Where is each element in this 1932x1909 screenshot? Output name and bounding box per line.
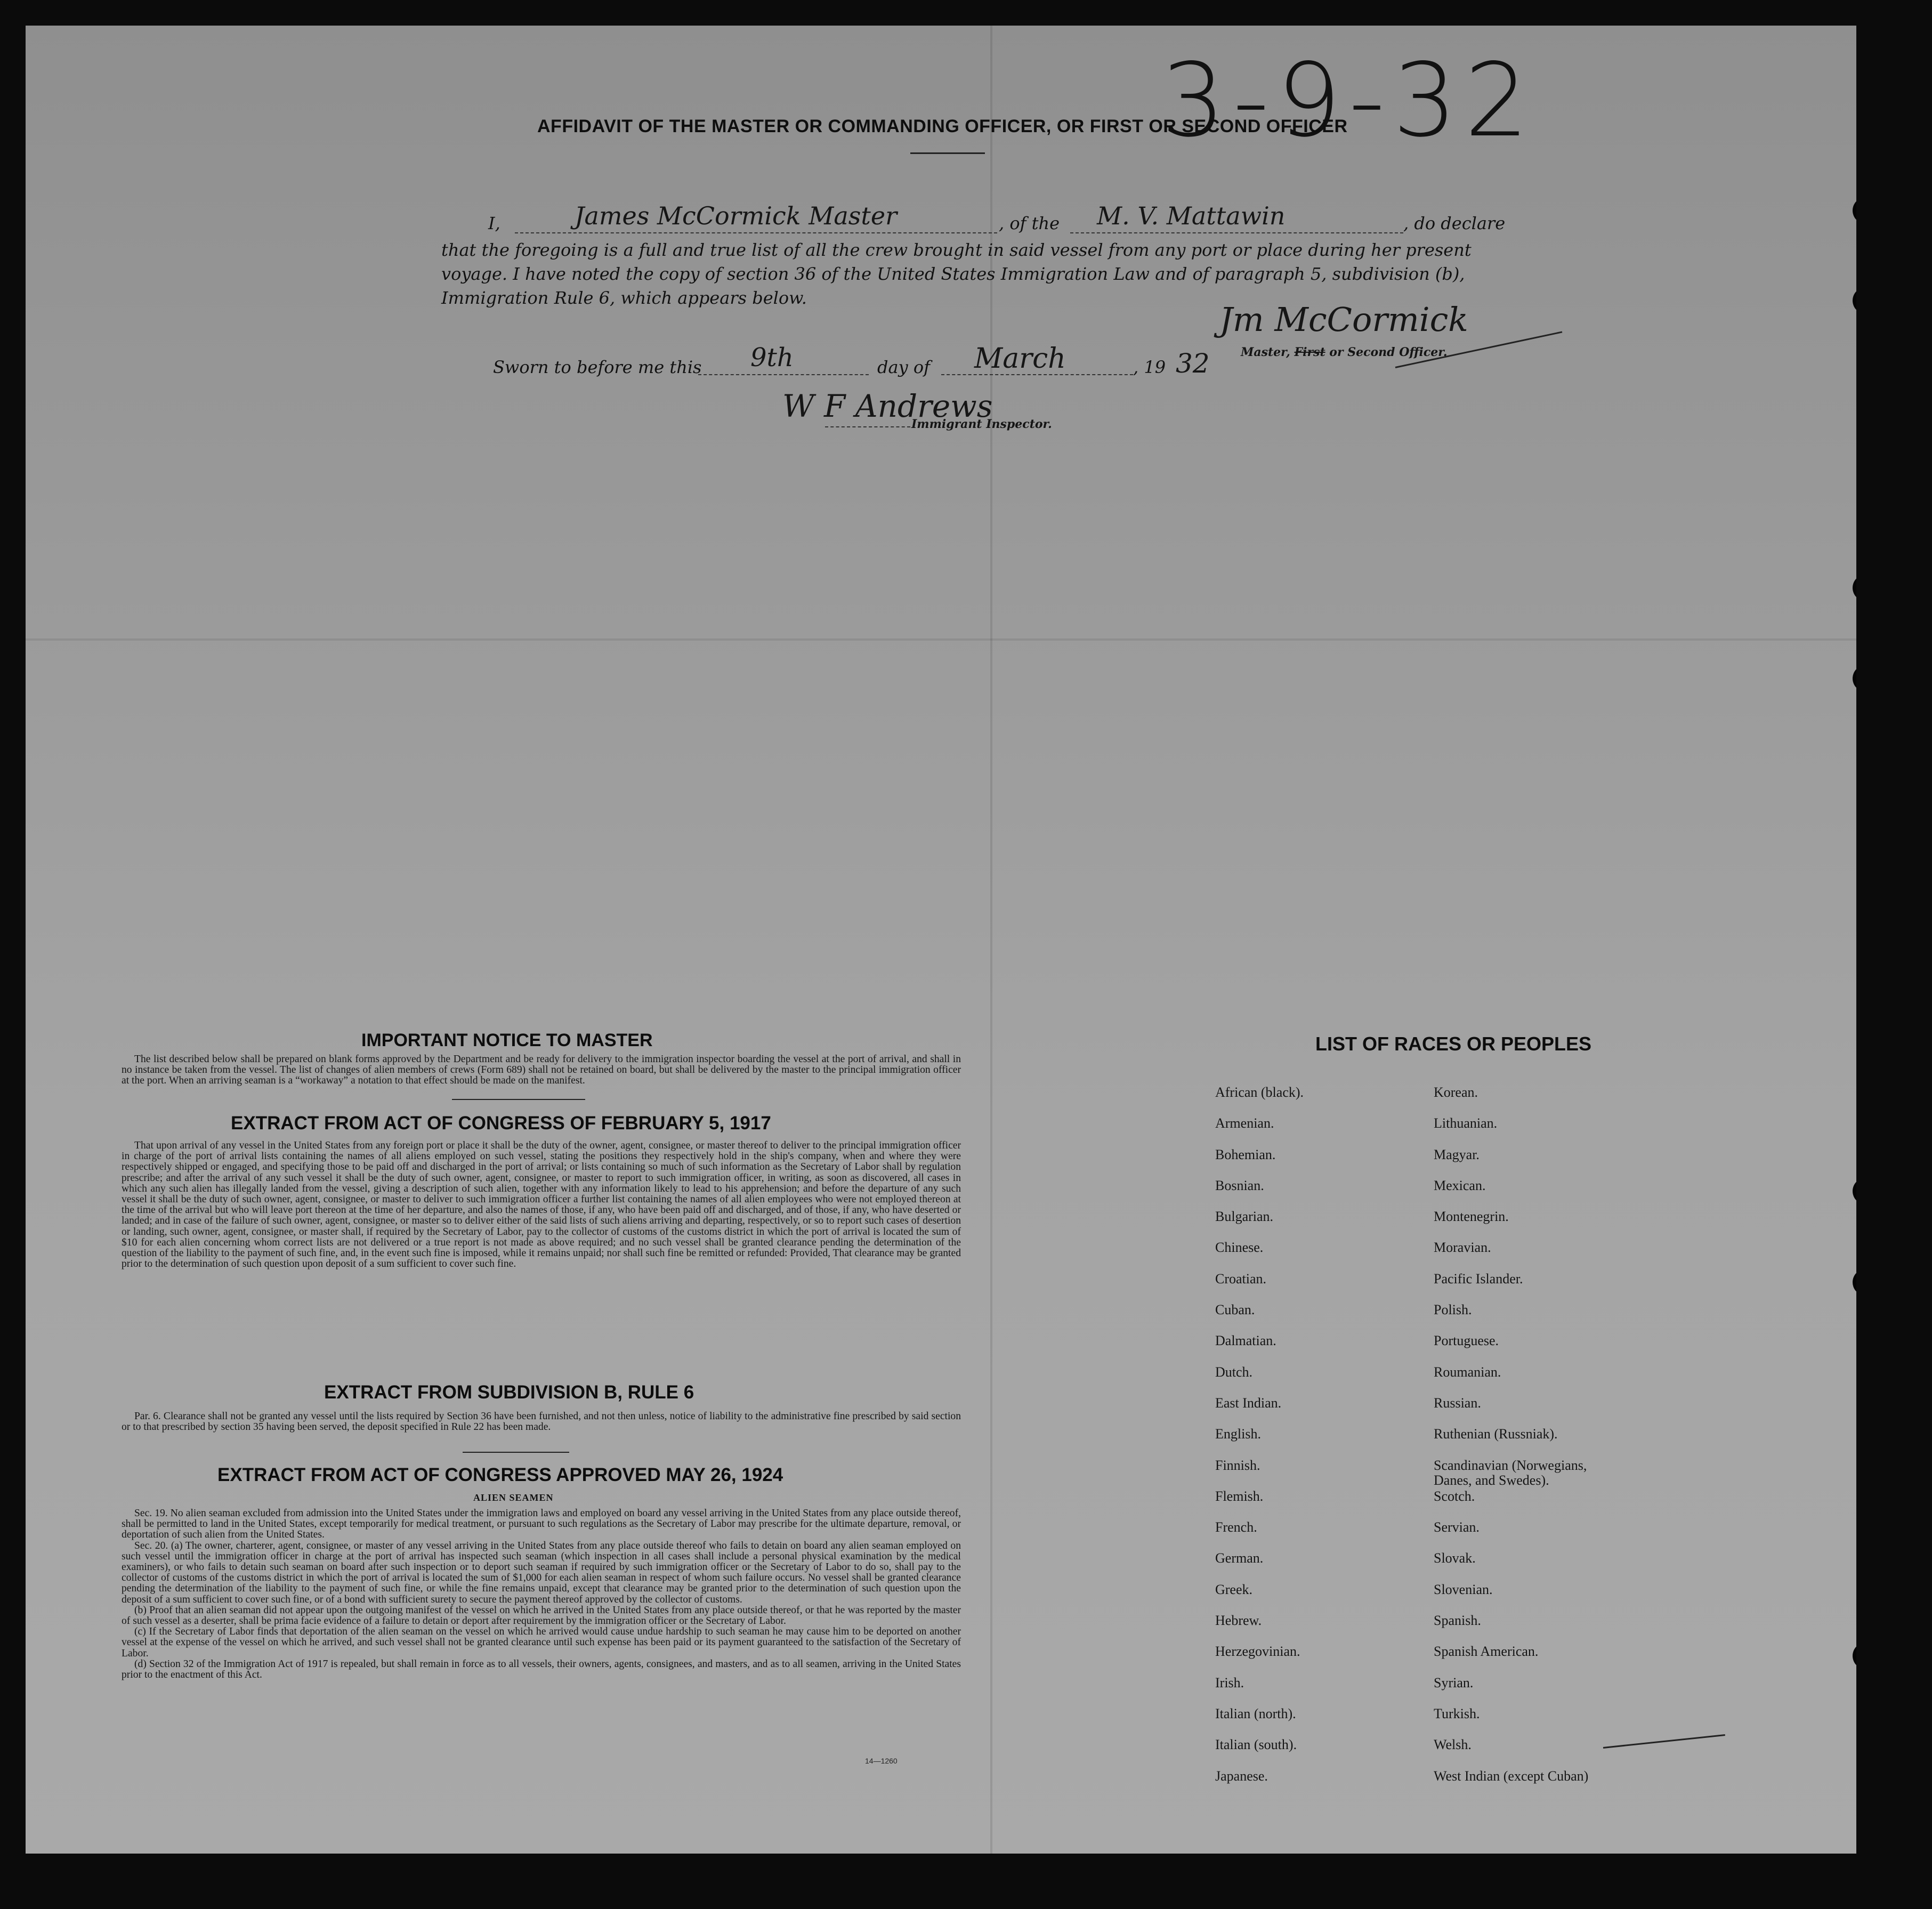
race-item: Russian. — [1434, 1395, 1481, 1411]
notice-title: IMPORTANT NOTICE TO MASTER — [361, 1030, 653, 1050]
race-item: Pacific Islander. — [1434, 1271, 1523, 1287]
sec19-text: Sec. 19. No alien seaman excluded from admission into the United States under the immigration laws and employed on board any vessel arriving in the United States from any place outside thereof, shall be permitted to land in the United States, except temporarily for medical treatment, or pursuant to such regulations as the Secretary of Labor may prescribe for the ultimate departure, removal, or deportation of such alien from the United States. — [122, 1508, 961, 1541]
race-item: Bohemian. — [1215, 1146, 1276, 1162]
handwritten-file-number: 3-9-32 — [1161, 42, 1537, 159]
race-item: Dutch. — [1215, 1364, 1253, 1380]
race-item: Spanish. — [1434, 1613, 1481, 1629]
race-item: English. — [1215, 1426, 1261, 1442]
race-item: Cuban. — [1215, 1302, 1255, 1318]
day-of-label: day of — [877, 357, 930, 377]
punch-hole — [1853, 1178, 1856, 1204]
punch-hole — [1853, 575, 1856, 601]
race-item: Japanese. — [1215, 1768, 1268, 1784]
master-name-line — [515, 232, 997, 233]
day-line — [698, 374, 869, 375]
race-item: Greek. — [1215, 1581, 1253, 1597]
race-item: Herzegovinian. — [1215, 1644, 1300, 1660]
race-item: East Indian. — [1215, 1395, 1282, 1411]
sec20b-text: (b) Proof that an alien seaman did not appear upon the outgoing manifest of the vessel on which he arrived in the United States from any place outside thereof, or that he was reported by the master of such vessel as a deserter, shall be prima facie evidence of a failure to detain or deport after requirement by the immigration officer or the Secretary of Labor. — [122, 1604, 961, 1627]
race-item: Roumanian. — [1434, 1364, 1501, 1380]
race-item: Armenian. — [1215, 1115, 1274, 1131]
races-left-column — [1215, 1085, 1304, 1800]
race-item: West Indian (except Cuban) — [1434, 1768, 1589, 1784]
sec20d-text: (d) Section 32 of the Immigration Act of 1917 is repealed, but shall remain in force as to all vessels, their owners, agents, consignees, and masters, and as to all seamen, arriving in the United States prior to the enactment of this Act. — [122, 1658, 961, 1681]
race-item: Montenegrin. — [1434, 1209, 1509, 1225]
inspector-signature: W F Andrews — [782, 388, 993, 424]
race-item: Moravian. — [1434, 1240, 1491, 1256]
race-item: Servian. — [1434, 1519, 1480, 1535]
declaration-do-declare: , do declare — [1403, 213, 1506, 233]
declaration-line-4: Immigration Rule 6, which appears below. — [441, 288, 807, 308]
race-item: Scandinavian (Norwegians, Danes, and Swedes). — [1434, 1457, 1587, 1488]
extract-rule6-title: EXTRACT FROM SUBDIVISION B, RULE 6 — [324, 1382, 694, 1403]
races-right-column — [1434, 1085, 1615, 1800]
inspector-line — [825, 426, 910, 427]
vessel-name-line — [1070, 232, 1403, 233]
fold-line-horizontal — [26, 638, 1856, 641]
extract-1917-title: EXTRACT FROM ACT OF CONGRESS OF FEBRUARY 5, 1917 — [231, 1113, 771, 1134]
race-item: African (black). — [1215, 1085, 1304, 1100]
race-item: Italian (north). — [1215, 1705, 1296, 1721]
race-item: Ruthenian (Russniak). — [1434, 1426, 1558, 1442]
master-signature-caption — [1241, 345, 1448, 359]
caption-first-struck: First — [1294, 345, 1325, 359]
affidavit-title: AFFIDAVIT OF THE MASTER OR COMMANDING OFFICER, OR FIRST OR SECOND OFFICER — [537, 116, 1348, 136]
pen-stroke — [1603, 1734, 1725, 1749]
race-item: Croatian. — [1215, 1271, 1267, 1287]
extract-1917-text: That upon arrival of any vessel in the United States from any foreign port or place it shall be the duty of the owner, agent, consignee, or master thereof to deliver to the principal immigration officer in charge of the port of arrival lists containing the names of all aliens employed on such vessel, stating the positions they respectively hold in the ship's company, when and where they were respectively shipped or engaged, and specifying those to be paid off and discharged in the port of arrival; or lists containing so much of such information as the Secretary of Labor shall by regulation prescribe; and after the arrival of any such vessel it shall be the duty of such owner, agent, consignee, or master to report to such immigration officer, in writing, as soon as discovered, all cases in which any such alien has illegally landed from the vessel, giving a description of such alien, together with any information likely to lead to his apprehension; and before the departure of any such vessel it shall be the duty of such owner, agent, consignee, or master to deliver to such immigration officer a further list containing the names of all alien employees who were not employed thereon at the time of the arrival but who will leave port thereon at the time of her departure, and also the names of those, if any, who have been paid off and discharged, and of those, if any, who have deserted or landed; and in case of the failure of such owner, agent, consignee, or master so to deliver either of the said lists of such aliens arriving and departing, respectively, or so to report such cases of desertion or landing, such owner, agent, consignee, or master shall, if required by the Secretary of Labor, pay to the collector of customs of the customs district in which the port of arrival is located the sum of $10 for each alien concerning whom correct lists are not delivered or a true report is not made as above required; and no such vessel shall be granted clearance pending the determination of the question of the liability to the payment of such fine, and, in the event such fine is imposed, while it remains unpaid; nor shall such fine be remitted or refunded: Provided, That clearance may be granted prior to the determination of such question upon deposit of a sum sufficient to cover such fine. — [122, 1140, 961, 1270]
race-item: Bosnian. — [1215, 1177, 1264, 1193]
race-item: Spanish American. — [1434, 1644, 1539, 1660]
race-item: Chinese. — [1215, 1240, 1264, 1256]
declaration-of-the: , of the — [999, 213, 1060, 233]
master-signature: Jm McCormick — [1219, 300, 1468, 339]
race-item: Turkish. — [1434, 1705, 1480, 1721]
fold-line-vertical — [990, 26, 992, 1854]
race-item: Korean. — [1434, 1085, 1478, 1100]
race-item: Slovak. — [1434, 1550, 1476, 1566]
alien-seamen-subtitle: ALIEN SEAMEN — [473, 1492, 554, 1503]
extract-rule6-text: Par. 6. Clearance shall not be granted any vessel until the lists required by Section 36 have been furnished, and not then unless, notice of liability to the administrative fine prescribed by said section or to that prescribed by section 35 having been served, the deposit specified in Rule 22 has been made. — [122, 1411, 961, 1433]
race-item: Finnish. — [1215, 1457, 1260, 1473]
sworn-label: Sworn to before me this — [493, 357, 702, 377]
divider — [463, 1452, 569, 1453]
declaration-line-3: voyage. I have noted the copy of section 36 of the United States Immigration Law and of paragraph 5, subdivision (b), — [441, 264, 1465, 284]
caption-master: Master, — [1241, 345, 1290, 359]
races-title: LIST OF RACES OR PEOPLES — [1315, 1033, 1592, 1055]
race-item: Welsh. — [1434, 1737, 1472, 1753]
punch-hole — [1853, 1269, 1856, 1296]
race-item: Syrian. — [1434, 1675, 1474, 1690]
inspector-caption: Immigrant Inspector. — [911, 417, 1052, 431]
vessel-name-handwriting: M. V. Mattawin — [1097, 201, 1286, 230]
race-item: Scotch. — [1434, 1488, 1475, 1504]
extract-rule6-body — [122, 1411, 961, 1433]
notice-text: The list described below shall be prepared on blank forms approved by the Department and be ready for delivery to the immigration inspector boarding the vessel at the port of arrival, and shall in no instance be taken from the vessel. The list of changes of alien members of crews (Form 689) shall not be retained on board, but shall be delivered by the master to the principal immigration officer at the port. When an arriving seaman is a “workaway” a notation to that effect should be made on the manifest. — [122, 1054, 961, 1087]
race-item: Flemish. — [1215, 1488, 1264, 1504]
race-item: Irish. — [1215, 1675, 1244, 1690]
race-item: Slovenian. — [1434, 1581, 1493, 1597]
punch-hole — [1853, 1643, 1856, 1669]
sec20c-text: (c) If the Secretary of Labor finds that deportation of the alien seaman on the vessel on which he arrived would cause undue hardship to such seaman he may cause him to be deported on another vessel at the expense of the vessel on which he arrived, and such vessel shall not be granted clearance until such expense has been paid or its payment guaranteed to the satisfaction of the Secretary of Labor. — [122, 1626, 961, 1659]
punch-hole — [1853, 287, 1856, 314]
extract-1924-title: EXTRACT FROM ACT OF CONGRESS APPROVED MAY 26, 1924 — [217, 1465, 783, 1485]
extract-1917-body — [122, 1140, 961, 1269]
race-item: Italian (south). — [1215, 1737, 1297, 1753]
race-item: Lithuanian. — [1434, 1115, 1498, 1131]
race-item: French. — [1215, 1519, 1257, 1535]
sec20a-text: Sec. 20. (a) The owner, charterer, agent, consignee, or master of any vessel arriving in the United States from any place outside thereof who fails to detain on board any alien seaman employed on such vessel until the immigration officer in charge at the port of arrival has inspected such seaman (which inspection in all cases shall include a personal physical examination by the medical examiners), or who fails to detain such seaman on board after such inspection or to deport such seaman if required by such immigration officer or the Secretary of Labor to do so, shall pay to the collector of customs of the customs district in which the port of arrival is located the sum of $1,000 for each alien seaman in respect of whom such failure occurs. No vessel shall be granted clearance pending the determination of the liability to the payment of such fine, or while the fine remains unpaid, except that clearance may be granted prior to the determination of such question upon the deposit of a sum sufficient to cover such fine, or of a bond with sufficient surety to secure the payment thereof approved by the collector of customs. — [122, 1540, 961, 1605]
form-number: 14—1260 — [865, 1757, 898, 1765]
race-item: Portuguese. — [1434, 1333, 1499, 1349]
race-item: Hebrew. — [1215, 1613, 1262, 1629]
year-handwriting: 32 — [1176, 348, 1210, 379]
master-name-handwriting: James McCormick Master — [575, 201, 898, 230]
title-divider — [910, 152, 985, 154]
punch-hole — [1853, 197, 1856, 224]
race-item: Polish. — [1434, 1302, 1472, 1318]
month-handwriting: March — [974, 343, 1066, 375]
race-item: Mexican. — [1434, 1177, 1486, 1193]
notice-body — [122, 1054, 961, 1087]
day-handwriting: 9th — [750, 343, 794, 373]
race-item: Bulgarian. — [1215, 1209, 1274, 1225]
race-item: Magyar. — [1434, 1146, 1480, 1162]
race-item: Dalmatian. — [1215, 1333, 1276, 1349]
punch-hole — [1853, 665, 1856, 692]
declaration-i: I, — [488, 213, 500, 233]
extract-1924-body — [122, 1508, 961, 1680]
race-item: German. — [1215, 1550, 1264, 1566]
caption-second-officer: or Second Officer. — [1329, 345, 1448, 359]
manifest-page — [26, 26, 1856, 1854]
declaration-line-2: that the foregoing is a full and true list of all the crew brought in said vessel from any port or place during her present — [441, 240, 1472, 260]
divider — [452, 1099, 585, 1100]
year-prefix: , 19 — [1133, 357, 1166, 377]
